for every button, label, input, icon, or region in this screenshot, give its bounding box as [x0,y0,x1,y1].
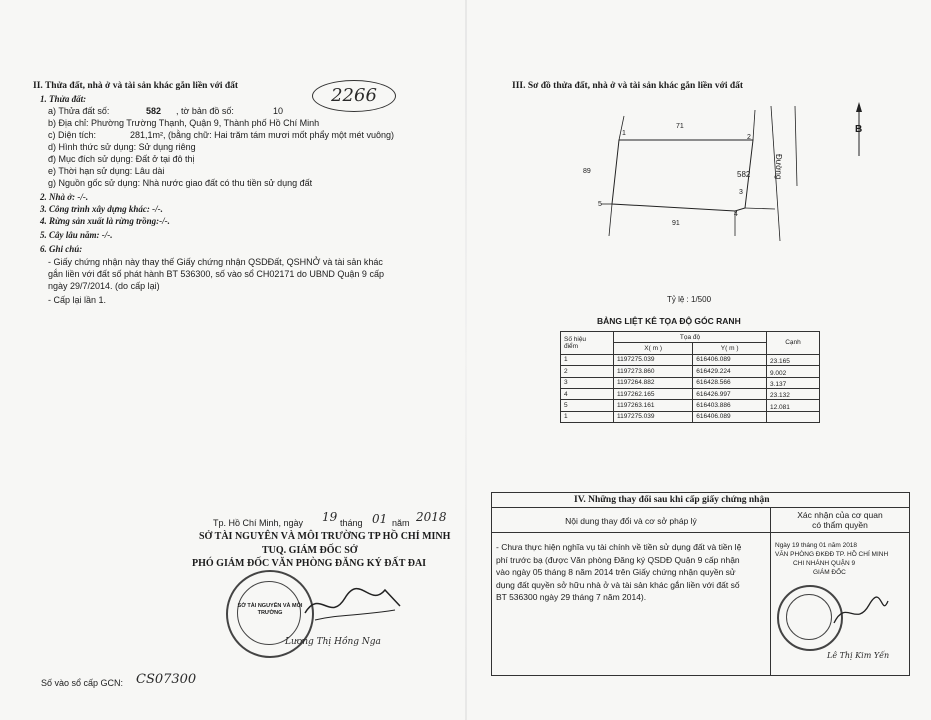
area-value: 281,1m², (bằng chữ: Hai trăm tám mươi mốt phẩy một mét vuông) [130,130,395,140]
note-line: gắn liền với đất số phát hành BT 536300, số vào sổ CH02171 do UBND Quận 9 cấp [48,269,384,279]
changes-title: IV. Những thay đổi sau khi cấp giấy chứng nhận [492,493,910,508]
col-index-header: Số hiệu [564,335,587,343]
construction-item: 3. Công trình xây dựng khác: -/-. [40,204,163,214]
issue-date-year: 2018 [416,510,447,524]
usage-term: e) Thời hạn sử dụng: Lâu dài [48,166,165,176]
note-line: - Cấp lại lần 1. [48,295,107,305]
signing-authority: TUQ. GIÁM ĐỐC SỞ [262,545,358,556]
gcn-value: CS07300 [136,672,197,687]
land-section-title: 1. Thửa đất: [40,94,87,104]
confirm-role: GIÁM ĐỐC [813,569,846,576]
table-row: 1 1197275.039 616406.089 [561,411,820,422]
coords-table-title: BẢNG LIỆT KÊ TỌA ĐỘ GÓC RANH [597,316,741,326]
map-scale: Tỷ lệ : 1/500 [667,295,712,304]
changes-table [491,492,910,676]
confirm-date: Ngày 19 tháng 01 năm 2018 [775,542,858,549]
table-row: 2 1197273.860 616429.224 9.002 [561,366,820,377]
issue-date-month-label: tháng [340,518,363,528]
signature-mark-right [831,593,891,633]
plot-number-label: a) Thửa đất số: [48,106,110,116]
changes-line: dụng đất quyền sở hữu nhà ở và tài sản khác gắn liền với đất số [496,579,740,590]
note-line: ngày 29/7/2014. (do cấp lại) [48,281,160,291]
map-sheet-label: , tờ bản đồ số: [176,106,234,116]
changes-col2-header-2: có thẩm quyền [812,520,868,530]
notes-title: 6. Ghi chú: [40,244,83,254]
plot-diagram [575,96,875,246]
corner-5: 5 [598,201,602,208]
col-index-header-2: điểm [564,342,579,350]
gcn-label: Số vào sổ cấp GCN: [41,678,124,688]
usage-form: d) Hình thức sử dụng: Sử dụng riêng [48,142,196,152]
col-y-header: Y( m ) [693,343,767,354]
coordinates-table [560,331,820,423]
edge-bottom-label: 91 [672,220,680,227]
confirm-signer: Lê Thị Kim Yến [827,651,890,660]
north-arrow-label: B [855,124,863,135]
changes-col2-header: Xác nhận của cơ quan [797,510,883,520]
corner-2: 2 [747,134,751,141]
page-fold [465,0,467,720]
corner-4: 4 [734,211,738,218]
changes-line: - Chưa thực hiện nghĩa vụ tài chính về tiền sử dụng đất và tiền lệ [496,542,742,552]
plot-number-label-map: 582 [737,170,751,179]
forest-item: 4. Rừng sản xuất là rừng trồng:-/-. [40,216,170,226]
corner-3: 3 [739,189,743,196]
changes-line: phí trước bạ (được Văn phòng Đăng ký QSDĐ Quận 9 cấp nhận [496,554,740,565]
address-line: b) Địa chỉ: Phường Trường Thạnh, Quận 9, Thành phố Hồ Chí Minh [48,118,320,128]
usage-purpose: đ) Mục đích sử dụng: Đất ở tại đô thị [48,154,195,164]
issue-date-prefix: Tp. Hồ Chí Minh, ngày [213,518,304,528]
issue-date-month: 01 [372,512,388,526]
signature-mark [300,578,410,628]
table-row: 4 1197262.165 616426.997 23.132 [561,388,820,399]
handwritten-number: 2266 [312,80,396,112]
note-line: - Giấy chứng nhận này thay thế Giấy chứng nhận QSDĐất, QSHNỞ và tài sản khác [48,257,383,267]
area-label: c) Diện tích: [48,130,97,140]
changes-col1-header: Nội dung thay đổi và cơ sở pháp lý [492,508,771,533]
usage-origin: g) Nguồn gốc sử dụng: Nhà nước giao đất có thu tiền sử dụng đất [48,178,313,188]
signer-name: Lương Thị Hồng Nga [285,637,381,647]
table-row: 1 1197275.039 616406.089 23.165 [561,354,820,365]
col-x-header: X( m ) [614,343,693,354]
col-edge-header: Cạnh [767,332,820,355]
map-sheet-value: 10 [273,106,284,116]
table-row: 5 1197263.161 616403.886 12.081 [561,400,820,411]
section-iii-heading: III. Sơ đồ thửa đất, nhà ở và tài sản khác gắn liền với đất [512,81,744,91]
changes-line: vào ngày 05 tháng 8 năm 2014 trên Giấy chứng nhận quyền sử [496,567,736,577]
house-item: 2. Nhà ở: -/-. [40,192,89,202]
signing-role: PHÓ GIÁM ĐỐC VĂN PHÒNG ĐĂNG KÝ ĐẤT ĐAI [192,558,427,569]
signing-organization: SỞ TÀI NGUYÊN VÀ MÔI TRƯỜNG TP HỒ CHÍ MINH [199,531,451,542]
edge-left-label: 89 [583,168,591,175]
table-row: 3 1197264.882 616428.566 3.137 [561,377,820,388]
road-label: Đường [774,154,783,180]
trees-item: 5. Cây lâu năm: -/-. [40,230,113,240]
plot-number-value: 582 [146,106,162,116]
confirm-branch: CHI NHÁNH QUẬN 9 [793,560,856,567]
issue-date-day: 19 [322,510,338,524]
col-coord-header: Tọa độ [614,332,767,343]
section-ii-heading: II. Thửa đất, nhà ở và tài sản khác gắn liền với đất [33,81,239,91]
edge-top-label: 71 [676,123,684,130]
issue-date-year-label: năm [392,518,410,528]
seal-text: SỞ TÀI NGUYÊN VÀ MÔI TRƯỜNG [237,603,303,616]
corner-1: 1 [622,130,626,137]
confirm-org: VĂN PHÒNG ĐKĐĐ TP. HỒ CHÍ MINH [775,551,889,558]
changes-line: BT 536300 ngày 29 tháng 7 năm 2014). [496,592,647,602]
